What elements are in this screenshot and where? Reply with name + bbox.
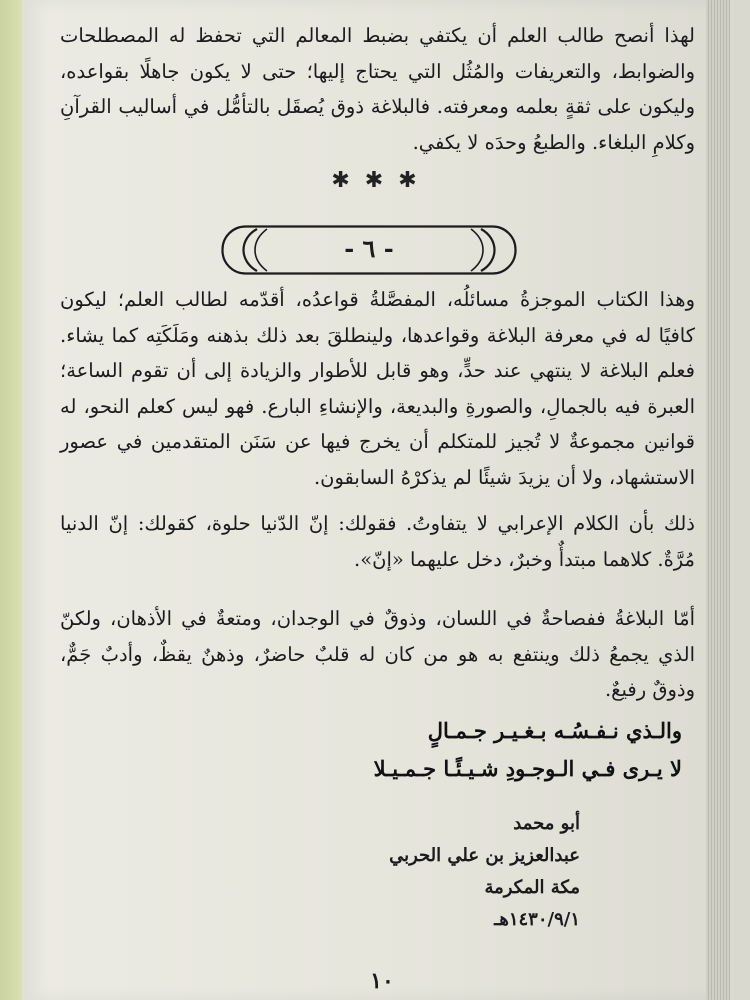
signature-date: ١٤٣٠/٩/١هـ [494,909,580,930]
chapter-number: - ٦ - [344,234,394,263]
poem-line-2: لا يـرى فـي الـوجـودِ شـيـئًـا جـمـيـلا [373,756,682,781]
page-edges [706,0,730,1000]
author-signature [260,808,580,936]
main-paragraph: وهذا الكتاب الموجزةُ مسائلُه، المفصَّلةُ قواعدُه، أقدّمه لطالب العلم؛ ليكون كافيًا له في معرفة البلاغة وقواعدها، ولينطلقَ بعد ذلك بذهنه ومَلَكَتِه كما يشاء. فعلم البلاغة لا ينتهي عند حدٍّ، وهو قابل للأطوار والزيادة إلى أن تقوم الساعة؛ العبرة فيه بالجمالِ، والصورةِ والبديعة، والإنشاءِ البارع. فهو ليس كعلم النحو، له قوانين مجموعةٌ لا تُجيز للمتكلم أن يخرج فيها عن سَنَن المتقدمين في عصور الاستشهاد، ولا أن يزيدَ شيئًا لم يذكرْهُ السابقون. [60,288,695,489]
intro-paragraph: لهذا أنصح طالب العلم أن يكتفي بضبط المعالم التي تحفظ له المصطلحات والضوابط، والتعريفات والمُثُل التي يحتاج إليها؛ حتى لا يكون جاهلًا بقواعده، وليكون على ثقةٍ بعلمه ومعرفته. فالبلاغة ذوق يُصقَل بالتأمُّل في أساليب القرآنِ وكلامِ البلغاء. والطبعُ وحدَه لا يكفي. [60,24,695,154]
chapter-heading [221,225,517,275]
closing-paragraph: أمّا البلاغةُ ففصاحةٌ في اللسان، وذوقٌ في الوجدان، ومتعةٌ في الأذهان، ولكنّ الذي يجمعُ ذلك وينتفع به هو من كان له قلبٌ حاضرٌ، وذهنٌ يقظٌ، وأدبٌ جَمٌّ، وذوقٌ رفيعٌ. [60,607,695,701]
signature-place: مكة المكرمة [484,877,580,898]
note-paragraph: ذلك بأن الكلام الإعرابي لا يتفاوتُ. فقولك: إنّ الدّنيا حلوة، كقولك: إنّ الدنيا مُرَّةٌ. كلاهما مبتدأٌ وخبرٌ، دخل عليهما «إنّ». [60,512,695,571]
poem-line-1: والـذي نـفـسُـه بـغـيـر جـمـالٍ [427,718,682,743]
page-number: ١٠ [370,968,394,994]
author-kunya: أبو محمد [513,813,580,834]
author-name: عبدالعزيز بن علي الحربي [389,845,580,866]
section-separator: ✱ ✱ ✱ [331,168,421,193]
book-page [22,0,730,1000]
